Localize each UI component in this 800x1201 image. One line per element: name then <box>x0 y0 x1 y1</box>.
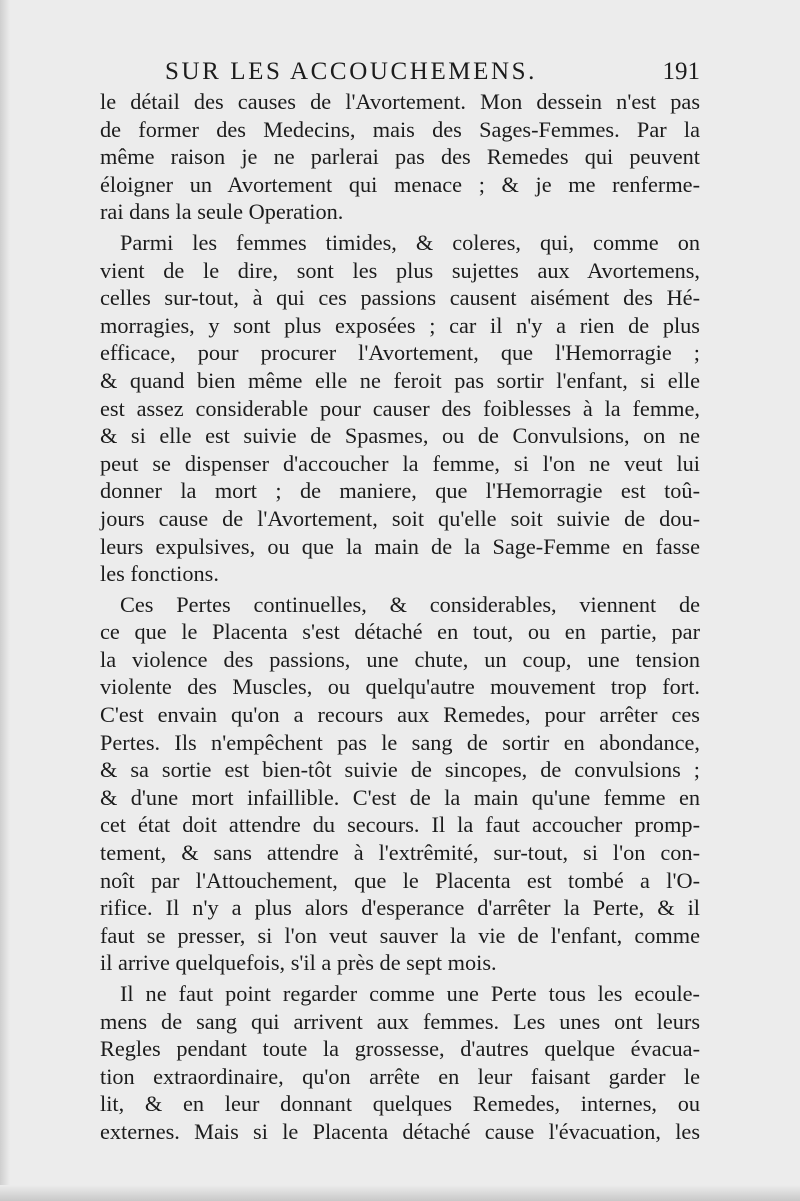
text-line: rai dans la seule Operation. <box>100 199 344 225</box>
text-line: leurs expulsives, ou que la main de la Sage-Femme en fasse <box>100 533 700 559</box>
text-line: la violence des passions, une chute, un coup, une tension <box>100 646 700 672</box>
text-line: le détail des causes de l'Avortement. Mon dessein n'est pas <box>100 89 700 114</box>
text-line: Il ne faut point regarder comme une Perte tous les ecoule- <box>120 981 700 1006</box>
text-line: tion extraordinaire, qu'on arrête en leur faisant garder le <box>100 1063 700 1089</box>
text-line: même raison je ne parlerai pas des Remedes qui peuvent <box>100 144 700 170</box>
text-line: est assez considerable pour causer des foiblesses à la femme, <box>100 395 700 421</box>
text-line: ce que le Placenta s'est détaché en tout, ou en partie, par <box>100 619 700 645</box>
text-line: vient de le dire, sont les plus sujettes aux Avortemens, <box>100 257 700 283</box>
text-line: & si elle est suivie de Spasmes, ou de Convulsions, on ne <box>100 423 700 449</box>
text-line: & quand bien même elle ne feroit pas sortir l'enfant, si elle <box>100 367 700 393</box>
text-line: jours cause de l'Avortement, soit qu'elle soit suivie de dou- <box>100 505 700 531</box>
text-line: cet état doit attendre du secours. Il la faut accoucher promp- <box>100 812 700 838</box>
text-line: efficace, pour procurer l'Avortement, que l'Hemorragie ; <box>100 340 700 366</box>
text-line: peut se dispenser d'accoucher la femme, si l'on ne veut lui <box>100 450 700 476</box>
text-line: Regles pendant toute la grossesse, d'autres quelque évacua- <box>100 1036 700 1062</box>
text-line: il arrive quelquefois, s'il a près de sept mois. <box>100 950 497 976</box>
paragraph <box>100 591 700 977</box>
text-line: donner la mort ; de maniere, que l'Hemorragie est toû- <box>100 478 700 504</box>
paragraph <box>100 980 700 1146</box>
page-bottom-shadow <box>0 1185 800 1201</box>
text-line: morragies, y sont plus exposées ; car il n'y a rien de plus <box>100 312 700 338</box>
text-line: rifice. Il n'y a plus alors d'esperance d'arrêter la Perte, & il <box>100 895 700 921</box>
text-line: lit, & en leur donnant quelques Remedes, internes, ou <box>100 1091 700 1117</box>
paragraph <box>100 88 700 226</box>
text-line: & sa sortie est bien-tôt suivie de sincopes, de convulsions ; <box>100 757 700 783</box>
text-line: Ces Pertes continuelles, & considerables, viennent de <box>120 591 700 617</box>
paragraph <box>100 229 700 588</box>
text-line: Pertes. Ils n'empêchent pas le sang de sortir en abondance, <box>100 729 700 755</box>
text-line: les fonctions. <box>100 561 219 587</box>
text-line: externes. Mais si le Placenta détaché cause l'évacuation, les <box>100 1118 700 1144</box>
text-line: de former des Medecins, mais des Sages-Femmes. Par la <box>100 116 700 142</box>
text-line: celles sur-tout, à qui ces passions causent aisément des Hé- <box>100 285 700 311</box>
text-line: faut se presser, si l'on veut sauver la vie de l'enfant, comme <box>100 922 700 948</box>
page-number: 191 <box>662 58 700 85</box>
running-title: SUR LES ACCOUCHEMENS. <box>165 58 538 85</box>
page-gutter-shadow <box>0 0 10 1201</box>
text-line: tement, & sans attendre à l'extrêmité, sur-tout, si l'on con- <box>100 840 700 866</box>
text-line: & d'une mort infaillible. C'est de la main qu'une femme en <box>100 784 700 810</box>
text-line: noît par l'Attouchement, que le Placenta est tombé a l'O- <box>100 867 700 893</box>
text-line: violente des Muscles, ou quelqu'autre mouvement trop fort. <box>100 674 700 700</box>
body-text <box>100 88 700 1146</box>
text-line: Parmi les femmes timides, & coleres, qui, comme on <box>120 229 700 255</box>
text-line: éloigner un Avortement qui menace ; & je me renferme- <box>100 171 700 197</box>
text-line: mens de sang qui arrivent aux femmes. Les unes ont leurs <box>100 1008 700 1034</box>
text-line: C'est envain qu'on a recours aux Remedes, pour arrêter ces <box>100 702 700 728</box>
